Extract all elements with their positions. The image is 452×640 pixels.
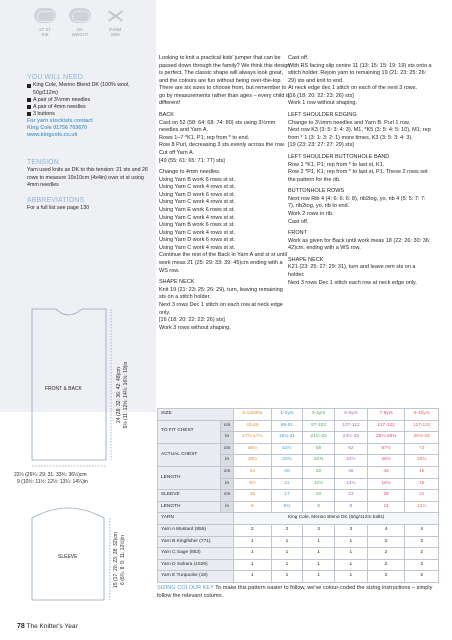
- yarn-qty: 1: [234, 559, 272, 571]
- value-cell: 32: [405, 490, 439, 502]
- value-cell: 26½: [367, 455, 405, 467]
- yarn-qty: 4: [405, 524, 439, 536]
- instruction-text: Next row K3 (3: 5: 3: 4: 3), M1, *K5 (3: 5: 4: 5: 10), M1; rep from * 1 (3: 1: 3: 2: 1) more times, K3 (3: 5: 3: 4: 3).: [288, 127, 431, 141]
- yarn-qty: 1: [334, 548, 367, 560]
- yarn-row: [158, 559, 439, 571]
- shape-neck-heading: SHAPE NECK: [159, 279, 195, 286]
- value-cell: 20¾: [271, 455, 303, 467]
- value-cell: 11: [367, 501, 405, 513]
- value-cell: 17: [271, 490, 303, 502]
- sleeve-length-in: 6 (6¾: 8: 9: 11: 12½)in: [120, 535, 126, 585]
- row-label: ACTUAL CHEST: [158, 443, 221, 466]
- stripe-instruction: Using Yarn B work 6 rows st st.: [159, 222, 235, 229]
- value-cell: 73: [405, 443, 439, 455]
- front-back-width: 22¼ (26¾: 29: 31: 33¾: 36½)cm: [14, 472, 87, 478]
- value-cell: 25½-26¾: [367, 432, 405, 444]
- value-cell: 11: [271, 478, 303, 490]
- value-cell: 18¼: [234, 455, 272, 467]
- instruction-text: Next 3 rows Dec 1 stitch each row at neck edge only.: [288, 279, 417, 286]
- row-label: LENGTH: [158, 466, 221, 489]
- shape-neck-text: [16 (18: 20: 22: 23: 26) sts]: [159, 317, 225, 324]
- yarn-qty: 1: [334, 559, 367, 571]
- front-back-height-in: 9½ (11: 12½: 14¼: 16½: 19)in: [123, 361, 129, 429]
- table-header-row: [158, 409, 439, 421]
- instruction-text: Work 2 rows in rib.: [288, 210, 334, 217]
- yarn-qty: 1: [303, 536, 335, 548]
- yarn-qty: 2: [405, 536, 439, 548]
- yarn-qty: 1: [271, 548, 303, 560]
- yarn-qty: 2: [405, 559, 439, 571]
- yarn-row: [158, 571, 439, 583]
- yarn-header-row: [158, 513, 439, 525]
- yarn-label: Yarn B Kingfisher (771): [158, 536, 234, 548]
- yarn-label: Yarn E Turquoise (18): [158, 571, 234, 583]
- value-cell: 19: [405, 478, 439, 490]
- shape-neck-text: Knit 19 (21: 23: 25: 26: 29), turn, leaving remaining sts on a stitch holder.: [159, 286, 283, 301]
- yarn-qty: 2: [367, 571, 405, 583]
- front-back-height: 24 (28: 32: 36: 42: 48)cm: [116, 367, 122, 423]
- sizing-key-text: To make this pattern easier to follow, we've colour-coded the sizing instructions – simply follow the relevant column.: [157, 585, 433, 599]
- value-cell: 14¼: [334, 478, 367, 490]
- yarn-row: [158, 524, 439, 536]
- yarn-qty: 3: [303, 524, 335, 536]
- yarn-label: Yarn D Sahara (1529): [158, 559, 234, 571]
- value-cell: 16½: [367, 478, 405, 490]
- row-label: TO FIT CHEST: [158, 420, 221, 443]
- back-text: Cast on 52 (58: 64: 68: 74: 80) sts using 3½mm needles and Yarn A.: [159, 119, 276, 134]
- instruction-text: Work 1 row without shaping.: [288, 100, 357, 107]
- value-cell: 24: [234, 466, 272, 478]
- value-cell: 26¾-28: [405, 432, 439, 444]
- stripe-instruction: Continue the rest of the Back in Yarn A and st st until work meas 21 (25: 29: 33: 39: 45)cm ending with a WS row.: [159, 252, 287, 274]
- yarn-qty: 2: [405, 571, 439, 583]
- value-cell: 127-132: [405, 420, 439, 432]
- unit-cell: in: [221, 501, 234, 513]
- unit-cell: cm: [221, 443, 234, 455]
- pattern-column-1: [159, 55, 291, 332]
- yarn-qty: 1: [234, 536, 272, 548]
- value-cell: 43-45: [234, 420, 272, 432]
- value-cell: 32: [303, 466, 335, 478]
- value-cell: 117-122: [367, 420, 405, 432]
- stripe-instruction: Using Yarn C work 4 rows st st.: [159, 199, 236, 206]
- value-cell: 107-112: [334, 420, 367, 432]
- value-cell: 62: [334, 443, 367, 455]
- front-heading: FRONT: [288, 230, 307, 237]
- back-heading: BACK: [159, 112, 174, 119]
- stripe-list: [159, 169, 291, 275]
- value-cell: 23: [334, 490, 367, 502]
- yarn-qty: 2: [405, 548, 439, 560]
- unit-cell: in: [221, 478, 234, 490]
- page-number: 78: [17, 623, 25, 630]
- instruction-text: [19 (23: 23: 27: 27: 29) sts]: [288, 142, 354, 149]
- value-cell: 12½: [405, 501, 439, 513]
- yarn-row: [158, 536, 439, 548]
- value-cell: 6¾: [271, 501, 303, 513]
- yarn-qty: 1: [303, 559, 335, 571]
- shape-neck-text: Work 3 rows without shaping.: [159, 324, 231, 331]
- yarn-qty: 2: [367, 559, 405, 571]
- stripe-instruction: Using Yarn C work 4 rows st st.: [159, 214, 236, 221]
- yarn-qty: 2: [367, 548, 405, 560]
- value-cell: 36: [334, 466, 367, 478]
- yarn-qty: 3: [334, 524, 367, 536]
- icon-caption: DK WEIGHT: [71, 27, 89, 38]
- shape-neck-heading: SHAPE NECK: [288, 256, 324, 263]
- value-cell: 18¾-21: [271, 432, 303, 444]
- stockists-url[interactable]: www.kingcole.co.uk: [27, 132, 78, 139]
- instruction-text: With RS facing slip centre 11 (13: 15: 15: 19: 19) sts onto a stitch holder. Rejoin yarn to remaining 19 (21: 23: 25: 26: 29) sts and knit to end.: [288, 62, 432, 84]
- value-cell: 21½-23: [303, 432, 335, 444]
- row-label: LENGTH: [158, 501, 221, 513]
- value-cell: 17½-17¾: [234, 432, 272, 444]
- yarn-qty: 1: [334, 571, 367, 583]
- stripe-instruction: Using Yarn B work 6 rows st st.: [159, 176, 235, 183]
- stripe-instruction: Using Yarn C work 4 rows st st.: [159, 244, 236, 251]
- value-cell: 58: [303, 443, 335, 455]
- buttonhole-rows-heading: BUTTONHOLE ROWS: [288, 188, 345, 195]
- value-cell: 48: [405, 466, 439, 478]
- value-cell: 86-91: [271, 420, 303, 432]
- value-cell: 15: [234, 490, 272, 502]
- yarn-row: [158, 548, 439, 560]
- abbreviations-heading: ABBREVIATIONS: [27, 197, 85, 204]
- value-cell: 12½: [303, 478, 335, 490]
- sizing-key-label: SIZING COLOUR KEY: [157, 585, 214, 591]
- yarn-qty: 2: [234, 524, 272, 536]
- yarn-qty: 1: [334, 536, 367, 548]
- table-header-cell: 3-4yrs: [303, 409, 335, 421]
- table-header-cell: 6-12mths: [234, 409, 272, 421]
- instruction-text: Next row Rib 4 (4: 6: 6: 6: 8), rib2tog, yo, rib 4 (5: 5: 7: 7: 7), rib2tog, yo, rib to end.: [288, 195, 426, 210]
- icon-caption: ST ST RIB: [39, 27, 51, 38]
- instruction-text: Row 1 *K1, P1; rep from * to last st, K1.: [288, 161, 385, 168]
- value-cell: 28: [367, 490, 405, 502]
- size-table: [157, 408, 439, 583]
- value-cell: 22¾: [303, 455, 335, 467]
- unit-cell: in: [221, 455, 234, 467]
- list-item: King Cole, Merino Blend DK (100% wool, 50g/112m): [27, 82, 152, 96]
- yarn-qty: 2: [271, 524, 303, 536]
- unit-cell: cm: [221, 420, 234, 432]
- table-row: [158, 466, 439, 478]
- stripe-instruction: Using Yarn D work 6 rows st st.: [159, 237, 236, 244]
- instruction-text: Cast off.: [288, 218, 309, 225]
- stripe-instruction: Using Yarn C work 4 rows st st.: [159, 229, 236, 236]
- table-header-cell: 5-6yrs: [334, 409, 367, 421]
- yarn-qty: 1: [271, 571, 303, 583]
- shape-neck-text: Next 3 rows Dec 1 stitch on each row at neck edge only.: [159, 301, 283, 316]
- back-text: Rows 1–7 *K1, P1; rep from * to end.: [159, 134, 250, 141]
- front-back-width-in: 9 (10½: 11½: 12½: 13¼: 14¼)in: [17, 479, 88, 485]
- pattern-column-2: [288, 55, 433, 287]
- publication-title: The Knitter's Year: [26, 623, 78, 630]
- value-cell: 20: [303, 490, 335, 502]
- list-item: A pair of 4mm needles: [27, 104, 152, 111]
- yarn-qty: 1: [303, 548, 335, 560]
- page-footer: [17, 622, 78, 632]
- buttonhole-band-heading: LEFT SHOULDER BUTTONHOLE BAND: [288, 153, 390, 160]
- table-header-cell: SIZE: [158, 409, 234, 421]
- table-header-cell: 7-8yrs: [367, 409, 405, 421]
- instruction-text: At neck edge dec 1 stitch on each of the next 3 rows.: [288, 85, 418, 92]
- back-text: Row 8 Purl, decreasing 3 sts evenly across the row. Cut off Yarn A.: [159, 142, 285, 156]
- yarn-label: YARN: [158, 513, 234, 525]
- back-text: [49 (55: 61: 65: 71: 77) sts]: [159, 157, 225, 164]
- yarn-label: Yarn C Sage (853): [158, 548, 234, 560]
- table-row: [158, 420, 439, 432]
- instruction-text: Work as given for Back until work meas 18 (22: 26: 30: 36: 42)cm, ending with a WS row.: [288, 237, 431, 252]
- unit-cell: in: [221, 432, 234, 444]
- abbreviations-text: For a full list see page 130: [27, 205, 90, 212]
- sleeve-length: 15 (17: 20: 23: 28: 32)cm: [113, 532, 119, 588]
- value-cell: 9: [334, 501, 367, 513]
- yarn-qty: 1: [271, 559, 303, 571]
- unit-cell: cm: [221, 490, 234, 502]
- value-cell: 9½: [234, 478, 272, 490]
- list-item: 3 buttons: [27, 111, 152, 118]
- value-cell: 28: [271, 466, 303, 478]
- row-label: SLEEVE: [158, 490, 221, 502]
- value-cell: 28¾: [405, 455, 439, 467]
- value-cell: 42: [367, 466, 405, 478]
- tension-heading: TENSION: [27, 159, 59, 166]
- yarn-name: King Cole, Merino Blend DK (50g/112m balls): [234, 513, 439, 525]
- table-header-cell: 9-10yrs: [405, 409, 439, 421]
- yarn-qty: 4: [367, 524, 405, 536]
- yarn-qty: 1: [303, 571, 335, 583]
- table-row: [158, 501, 439, 513]
- value-cell: 8: [303, 501, 335, 513]
- intro-text: Looking to knit a practical kids' jumper that can be passed down through the family? We think this design is perfect. The classic shape will always look great, and the colours are fun without being over-the-top. There are six sizes to choose from, but remember to go by measurements rather than ages – every child is different!: [159, 55, 291, 107]
- value-cell: 23½-25: [334, 432, 367, 444]
- list-item: A pair of 3½mm needles: [27, 97, 152, 104]
- instruction-text: Row 2 *P1, K1; rep from * to last st, P1. These 2 rows set the pattern for the rib.: [288, 169, 428, 183]
- sizing-colour-key: [157, 585, 442, 601]
- yarn-qty: 1: [234, 571, 272, 583]
- value-cell: 6: [234, 501, 272, 513]
- you-will-need-heading: YOU WILL NEED: [27, 74, 83, 81]
- stockists-label: For yarn stockists contact: [27, 118, 93, 125]
- table-row: [158, 443, 439, 455]
- instruction-text: Change to 3½mm needles and Yarn B. Purl 1 row.: [288, 119, 411, 126]
- stripe-instruction: Using Yarn E work 6 rows st st.: [159, 206, 235, 213]
- value-cell: 97-102: [303, 420, 335, 432]
- yarn-qty: 1: [234, 548, 272, 560]
- yarn-qty: 2: [367, 536, 405, 548]
- stripe-instruction: Using Yarn C work 4 rows st st.: [159, 184, 236, 191]
- left-shoulder-edging-heading: LEFT SHOULDER EDGING: [288, 112, 357, 119]
- yarn-qty: 1: [271, 536, 303, 548]
- table-row: [158, 490, 439, 502]
- value-cell: 24½: [334, 455, 367, 467]
- icon-caption: 3½MM 4MM: [108, 27, 122, 38]
- value-cell: 67½: [367, 443, 405, 455]
- yarn-label: Yarn A Mustard (855): [158, 524, 234, 536]
- table-header-cell: 1-2yrs: [271, 409, 303, 421]
- value-cell: 52½: [271, 443, 303, 455]
- value-cell: 46½: [234, 443, 272, 455]
- tension-text: Yarn used knits as DK to this tension: 21 sts and 26 rows to measure 10x10cm (4x4in) over st st using 4mm needles: [27, 167, 148, 188]
- sleeve-label: SLEEVE: [58, 554, 78, 560]
- instruction-text: K21 (23: 25: 27: 29: 31), turn and leave rem sts on a holder.: [288, 264, 416, 279]
- stripe-instruction: Change to 4mm needles.: [159, 169, 221, 176]
- front-back-label: FRONT & BACK: [45, 386, 82, 392]
- stockists-contact: King Cole 01756 703670: [27, 125, 88, 132]
- unit-cell: cm: [221, 466, 234, 478]
- stripe-instruction: Using Yarn D work 6 rows st st.: [159, 191, 236, 198]
- instruction-text: [16 (18: 20: 22: 23: 26) sts]: [288, 92, 354, 99]
- cast-off-text: Cast off.: [288, 55, 309, 61]
